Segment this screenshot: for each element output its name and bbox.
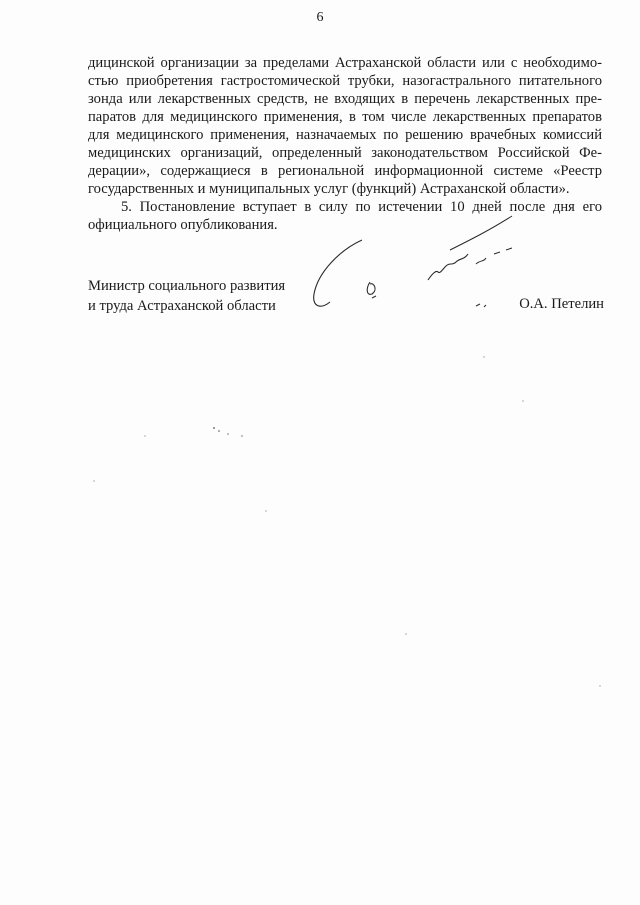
text-line: дицинской организации за пределами Астраханской области или с необходимо- — [88, 55, 602, 71]
signatory-name: О.А. Петелин — [519, 296, 604, 312]
text-line: паратов для медицинского применения, в том числе лекарственных препаратов — [88, 109, 602, 125]
position-line: Министр социального развития — [88, 278, 286, 294]
text-line: стью приобретения гастростомической трубки, назогастрального питательного — [88, 73, 602, 89]
text-line: медицинских организаций, определенный законодательством Российской Фе- — [88, 145, 602, 161]
text-line: для медицинского применения, назначаемых по решению врачебных комиссий — [88, 127, 602, 143]
position-line: и труда Астраханской области — [88, 298, 276, 314]
text-line: государственных и муниципальных услуг (функций) Астраханской области». — [88, 181, 570, 197]
page-number: 6 — [316, 10, 324, 25]
paragraph-5-line: официального опубликования. — [88, 217, 278, 233]
text-line: зонда или лекарственных средств, не входящих в перечень лекарственных пре- — [88, 91, 602, 107]
signatory-position — [88, 276, 285, 316]
handwritten-signature — [300, 210, 540, 320]
paragraph-5-line: 5. Постановление вступает в силу по истечении 10 дней после дня его — [121, 199, 602, 215]
text-line: дерации», содержащиеся в региональной информационной системе «Реестр — [88, 163, 602, 179]
